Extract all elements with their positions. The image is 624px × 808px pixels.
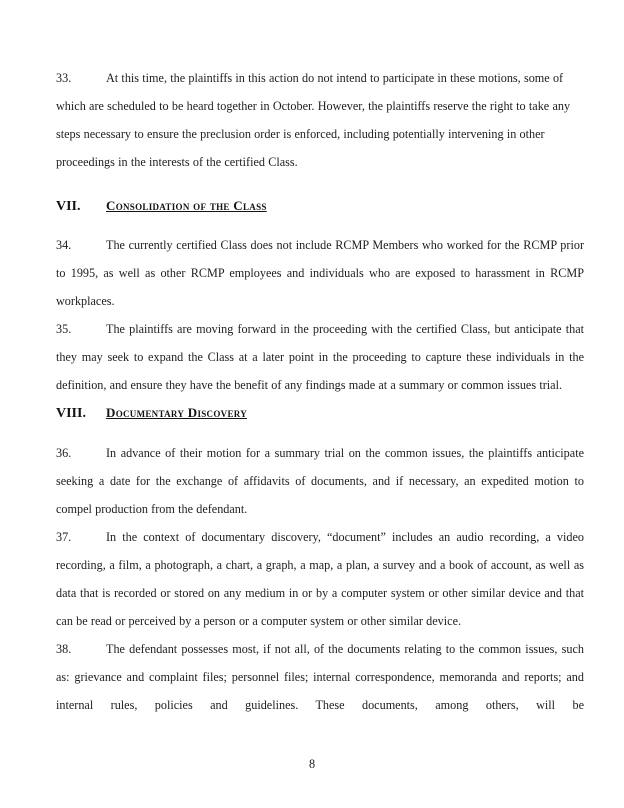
document-body	[56, 64, 584, 719]
section-title: Documentary Discovery	[106, 405, 248, 420]
paragraph-number: 33.	[56, 71, 72, 85]
paragraph-number: 38.	[56, 642, 72, 656]
section-number: VIII.	[56, 406, 86, 421]
section-heading-vii	[56, 192, 584, 221]
paragraph-36	[56, 439, 584, 523]
paragraph-text: The currently certified Class does not include RCMP Members who worked for the RCMP prior to 1995, as well as other RCMP employees and individuals who are exposed to harassment in RCMP workplaces.	[56, 238, 584, 308]
paragraph-text: At this time, the plaintiffs in this action do not intend to participate in these motions, some of which are scheduled to be heard together in October. However, the plaintiffs reserve the right to take any steps necessary to ensure the preclusion order is enforced, including potentially intervening in other proceedings in the interests of the certified Class.	[56, 71, 571, 169]
paragraph-38	[56, 635, 584, 719]
paragraph-number: 34.	[56, 238, 72, 252]
section-number: VII.	[56, 199, 81, 214]
paragraph-text: The defendant possesses most, if not all, of the documents relating to the common issues, such as: grievance and complaint files; personnel files; internal correspondence, memoranda and reports; and internal rules, policies and guidelines. These documents, among others, will be	[56, 642, 584, 712]
paragraph-text: In advance of their motion for a summary trial on the common issues, the plaintiffs anticipate seeking a date for the exchange of affidavits of documents, and if necessary, an expedited motion to compel production from the defendant.	[56, 446, 584, 516]
section-title: Consolidation of the Class	[106, 198, 267, 213]
paragraph-35	[56, 315, 584, 399]
paragraph-33	[56, 64, 584, 176]
paragraph-number: 36.	[56, 446, 72, 460]
page-number: 8	[308, 757, 316, 771]
paragraph-37	[56, 523, 584, 635]
section-heading-viii	[56, 399, 584, 428]
paragraph-34	[56, 231, 584, 315]
paragraph-text: In the context of documentary discovery, “document” includes an audio recording, a video recording, a film, a photograph, a chart, a graph, a map, a plan, a survey and a book of account, as well as data that is recorded or stored on any medium in or by a computer system or other similar device and that can be read or perceived by a person or a computer system or other similar device.	[56, 530, 584, 628]
paragraph-text: The plaintiffs are moving forward in the proceeding with the certified Class, but anticipate that they may seek to expand the Class at a later point in the proceeding to capture these individuals in the definition, and ensure they have the benefit of any findings made at a summary or common issues trial.	[56, 322, 584, 392]
paragraph-number: 35.	[56, 322, 72, 336]
paragraph-number: 37.	[56, 530, 72, 544]
